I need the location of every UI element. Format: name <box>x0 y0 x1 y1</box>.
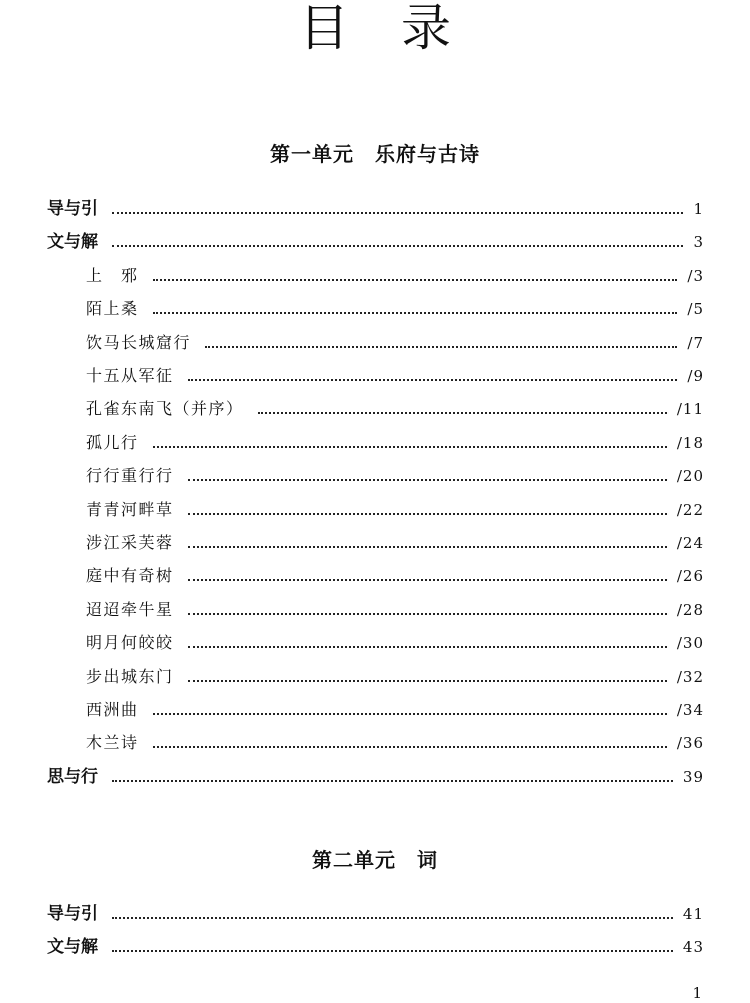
dot-leader <box>188 479 667 481</box>
toc-entry-page: /34 <box>676 701 704 719</box>
dot-leader <box>112 917 673 919</box>
dot-leader <box>153 446 667 448</box>
page-number: 1 <box>692 984 702 1002</box>
dot-leader <box>153 713 667 715</box>
toc-entry[interactable] <box>47 194 704 220</box>
toc-entry-page: /22 <box>676 500 704 519</box>
toc-entry-title: 十五从军征 <box>86 366 174 385</box>
dot-leader <box>188 546 667 548</box>
toc-entry[interactable] <box>47 932 704 958</box>
toc-entry-page: /36 <box>676 734 704 753</box>
toc-entry-page: /28 <box>676 600 704 619</box>
dot-leader <box>188 613 667 615</box>
toc-entry[interactable] <box>47 899 704 925</box>
dot-leader <box>153 279 678 281</box>
toc-entry-page: /3 <box>687 266 704 285</box>
dot-leader <box>188 680 667 682</box>
toc-entry[interactable] <box>86 261 704 287</box>
toc-entry-title: 文与解 <box>47 937 98 958</box>
toc-entry-title: 步出城东门 <box>86 666 174 686</box>
toc-entry-page: 43 <box>682 938 704 957</box>
dot-leader <box>112 780 673 782</box>
toc-entry[interactable] <box>86 495 704 521</box>
toc-entry[interactable] <box>86 595 704 621</box>
toc-entry-page: /18 <box>676 433 704 452</box>
toc-entry-page: /24 <box>676 534 704 552</box>
toc-entry-page: 41 <box>682 905 704 923</box>
toc-entry-page: /9 <box>687 367 704 385</box>
toc-entry-title: 文与解 <box>47 232 98 253</box>
toc-entry-title: 饮马长城窟行 <box>86 332 192 352</box>
toc-entry-page: 39 <box>682 767 704 786</box>
unit-heading: 第一单元 乐府与古诗 <box>270 142 480 166</box>
toc-entry-page: /7 <box>687 333 704 352</box>
toc-entry-title: 导与引 <box>47 904 98 924</box>
toc-entry-title: 明月何皎皎 <box>86 633 174 653</box>
toc-entry[interactable] <box>86 328 704 354</box>
toc-entry-title: 西洲曲 <box>86 700 139 719</box>
toc-entry-page: 3 <box>693 233 704 252</box>
toc-entry-title: 涉江采芙蓉 <box>86 533 174 552</box>
toc-entry-page: /30 <box>676 634 704 653</box>
dot-leader <box>258 412 667 414</box>
toc-entry-page: /26 <box>676 567 704 586</box>
dot-leader <box>188 646 667 648</box>
toc-entry-page: /32 <box>676 667 704 686</box>
toc-entry-title: 陌上桑 <box>86 299 139 319</box>
toc-entry-title: 行行重行行 <box>86 466 174 486</box>
toc-entry-title: 迢迢牵牛星 <box>86 599 174 619</box>
dot-leader <box>153 746 667 748</box>
toc-entry-page: 1 <box>693 200 704 218</box>
toc-entry[interactable] <box>86 662 704 688</box>
toc-entry-page: /11 <box>676 400 704 419</box>
dot-leader <box>112 950 673 952</box>
toc-entry[interactable] <box>47 762 704 788</box>
toc-entry-title: 孤儿行 <box>86 432 139 452</box>
toc-entry[interactable] <box>86 561 704 587</box>
toc-entry[interactable] <box>86 428 704 454</box>
toc-entry-page: /20 <box>676 467 704 486</box>
toc-entry[interactable] <box>47 227 704 253</box>
toc-entry[interactable] <box>86 361 704 387</box>
toc-entry-title: 青青河畔草 <box>86 499 174 519</box>
toc-entry[interactable] <box>86 628 704 654</box>
toc-entry-page: /5 <box>687 300 704 319</box>
unit-heading: 第二单元 词 <box>312 848 438 872</box>
toc-entry[interactable] <box>86 528 704 554</box>
toc-entry[interactable] <box>86 695 704 721</box>
page-title: 目录 <box>299 0 503 57</box>
toc-entry[interactable] <box>86 728 704 754</box>
dot-leader <box>188 513 667 515</box>
dot-leader <box>153 312 678 314</box>
toc-entry[interactable] <box>86 394 704 420</box>
dot-leader <box>112 245 683 247</box>
dot-leader <box>188 579 667 581</box>
toc-entry[interactable] <box>86 294 704 320</box>
toc-entry-title: 庭中有奇树 <box>86 566 174 586</box>
toc-entry-title: 导与引 <box>47 199 98 219</box>
dot-leader <box>112 212 683 214</box>
toc-entry-title: 木兰诗 <box>86 733 139 753</box>
toc-entry-title: 上 邪 <box>86 265 139 285</box>
toc-entry-title: 思与行 <box>47 766 98 787</box>
dot-leader <box>188 379 678 381</box>
dot-leader <box>205 346 677 348</box>
toc-entry[interactable] <box>86 461 704 487</box>
toc-entry-title: 孔雀东南飞（并序） <box>86 399 244 419</box>
